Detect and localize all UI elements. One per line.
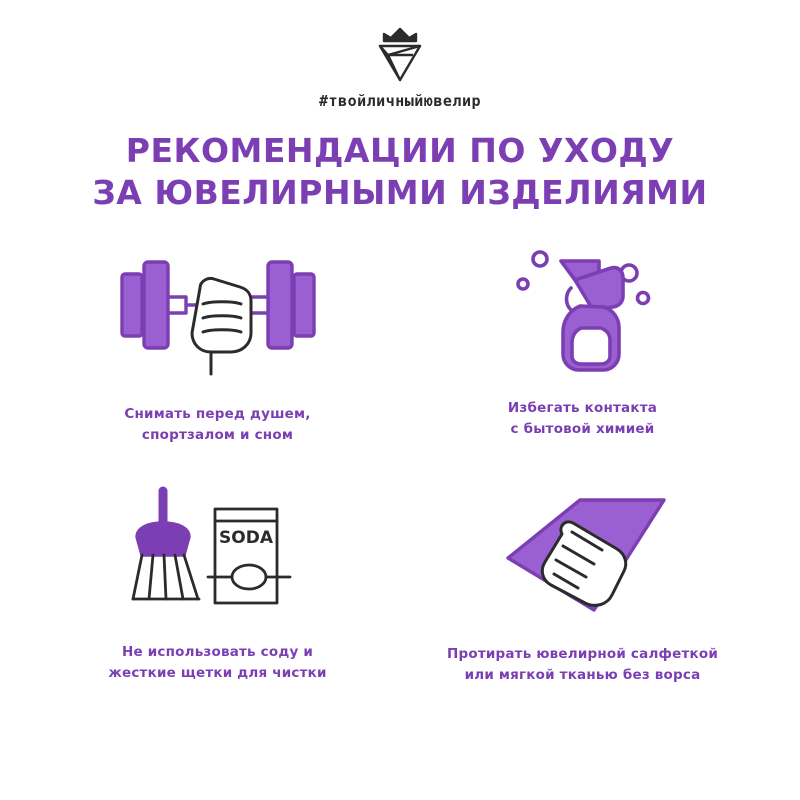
tip-caption-line-2: с бытовой химией [510, 420, 655, 437]
page-title [0, 130, 800, 213]
tip-caption-line-1: Снимать перед душем, [124, 406, 311, 422]
polishing-cloth-hand-icon [468, 482, 698, 632]
tip-item-polishing-cloth [405, 474, 760, 704]
tip-caption [124, 404, 310, 446]
title-line-1: РЕКОМЕНДАЦИИ ПО УХОДУ [125, 131, 675, 170]
tip-item-avoid-chemicals [405, 236, 760, 466]
soda-box-label: SODA [218, 528, 273, 548]
crown-diamond-logo-icon [358, 22, 442, 86]
title-line-2: ЗА ЮВЕЛИРНЫМИ ИЗДЕЛИЯМИ [92, 172, 708, 212]
tip-caption-line-2: или мягкой тканью без ворса [464, 666, 701, 683]
tip-caption [108, 642, 326, 684]
brush-soda-box-icon [103, 480, 333, 630]
tip-item-no-soda-hard-brushes [40, 474, 395, 704]
brand-block [0, 22, 800, 110]
tip-caption [508, 398, 657, 440]
tip-caption-line-1: Протирать ювелирной салфеткой [446, 646, 719, 662]
dumbbell-hand-icon [108, 242, 328, 392]
tip-caption-line-1: Не использовать соду и [121, 644, 313, 660]
tip-caption-line-2: жесткие щетки для чистки [108, 664, 327, 681]
tip-caption-line-2: спортзалом и сном [141, 426, 294, 443]
tips-grid [40, 236, 760, 704]
tip-item-remove-before-shower [40, 236, 395, 466]
spray-bottle-icon [483, 236, 683, 386]
tip-caption [447, 644, 718, 686]
brand-handle: #твойличныйювелир [318, 92, 482, 110]
tip-caption-line-1: Избегать контакта [507, 400, 658, 416]
